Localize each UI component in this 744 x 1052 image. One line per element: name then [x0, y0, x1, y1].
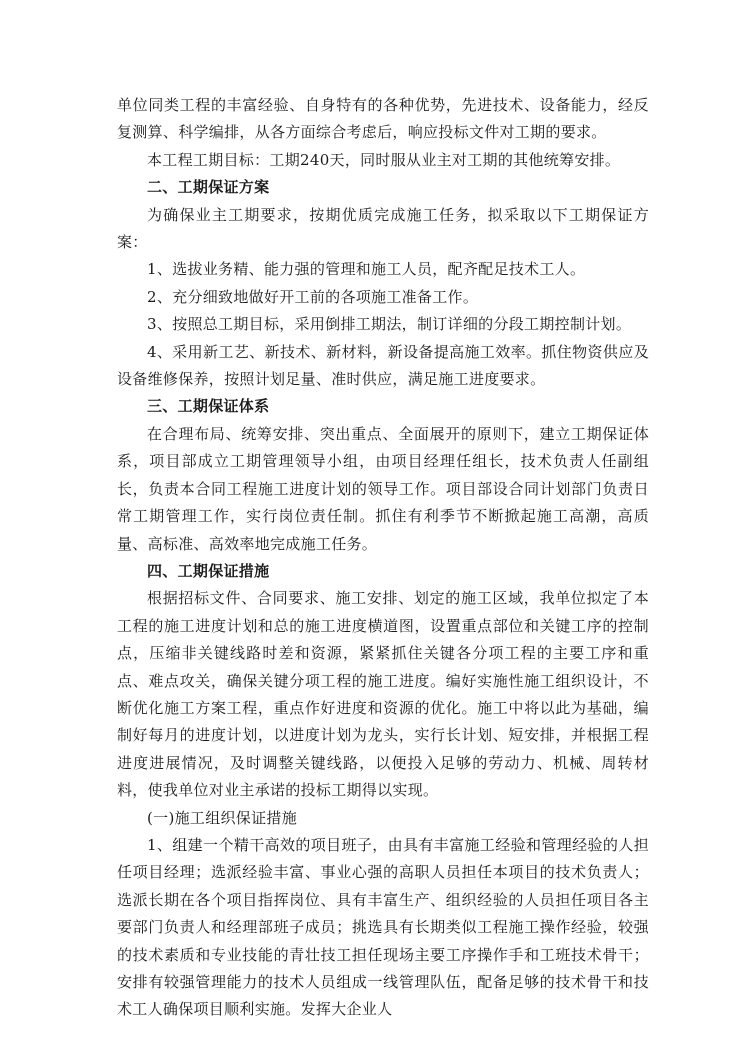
section-heading-schedule-measures: 四、工期保证措施 — [147, 561, 270, 580]
document-body — [117, 92, 649, 1024]
list-item-plan-2: 2、充分细致地做好开工前的各项施工准备工作。 — [147, 287, 479, 306]
paragraph-schedule-system: 在合理布局、统筹安排、突出重点、全面展开的原则下，建立工期保证体系，项目部成立工期管理领导小组，由项目经理任组长，技术负责人任副组长，负责本合同工程施工进度计划的领导工作。项目部设合同计划部门负责日常工期管理工作，实行岗位责任制。抓住有利季节不断掀起施工高潮，高质量、高标准、高效率地完成施工任务。 — [117, 424, 649, 553]
list-item-plan-1: 1、选拔业务精、能力强的管理和施工人员，配齐配足技术工人。 — [147, 260, 586, 279]
section-heading-schedule-system: 三、工期保证体系 — [147, 397, 270, 416]
list-item-plan-4: 4、采用新工艺、新技术、新材料，新设备提高施工效率。抓住物资供应及设备维修保养，按照计划足量、准时供应，满足施工进度要求。 — [117, 342, 649, 389]
subheading-organization-measures: (一)施工组织保证措施 — [147, 808, 298, 827]
paragraph-schedule-measures: 根据招标文件、合同要求、施工安排、划定的施工区域，我单位拟定了本工程的施工进度计划和总的施工进度横道图，设置重点部位和关键工序的控制点，压缩非关键线路时差和资源，紧紧抓住关键各分项工程的主要工序和重点、难点攻关，确保关键分项工程的施工进度。编好实施性施工组织设计，不断优化施工方案工程，重点作好进度和资源的优化。施工中将以此为基础，编制好每月的进度计划，以进度计划为龙头，实行长计划、短安排，并根据工程进度进展情况，及时调整关键线路，以便投入足够的劳动力、机械、周转材料，使我单位对业主承诺的投标工期得以实现。 — [117, 589, 649, 800]
list-item-organization-1: 1、组建一个精干高效的项目班子，由具有丰富施工经验和管理经验的人担任项目经理；选派经验丰富、事业心强的高职人员担任本项目的技术负责人；选派长期在各个项目指挥岗位、具有丰富生产、组织经验的人员担任项目各主要部门负责人和经理部班子成员；挑选具有长期类似工程施工操作经验，较强的技术素质和专业技能的青壮技工担任现场主要工序操作手和工班技术骨干；安排有较强管理能力的技术人员组成一线管理队伍，配备足够的技术骨干和技术工人确保项目顺利实施。发挥大企业人 — [117, 835, 649, 1019]
list-item-plan-3: 3、按照总工期目标，采用倒排工期法，制订详细的分段工期控制计划。 — [147, 315, 632, 334]
section-heading-schedule-plan: 二、工期保证方案 — [147, 178, 270, 197]
paragraph-plan-intro: 为确保业主工期要求，按期优质完成施工任务，拟采取以下工期保证方案： — [117, 205, 649, 252]
paragraph-schedule-target: 本工程工期目标：工期240天，同时服从业主对工期的其他统筹安排。 — [147, 150, 621, 169]
paragraph-intro-continued: 单位同类工程的丰富经验、自身特有的各种优势，先进技术、设备能力，经反复测算、科学编排，从各方面综合考虑后，响应投标文件对工期的要求。 — [117, 96, 649, 142]
